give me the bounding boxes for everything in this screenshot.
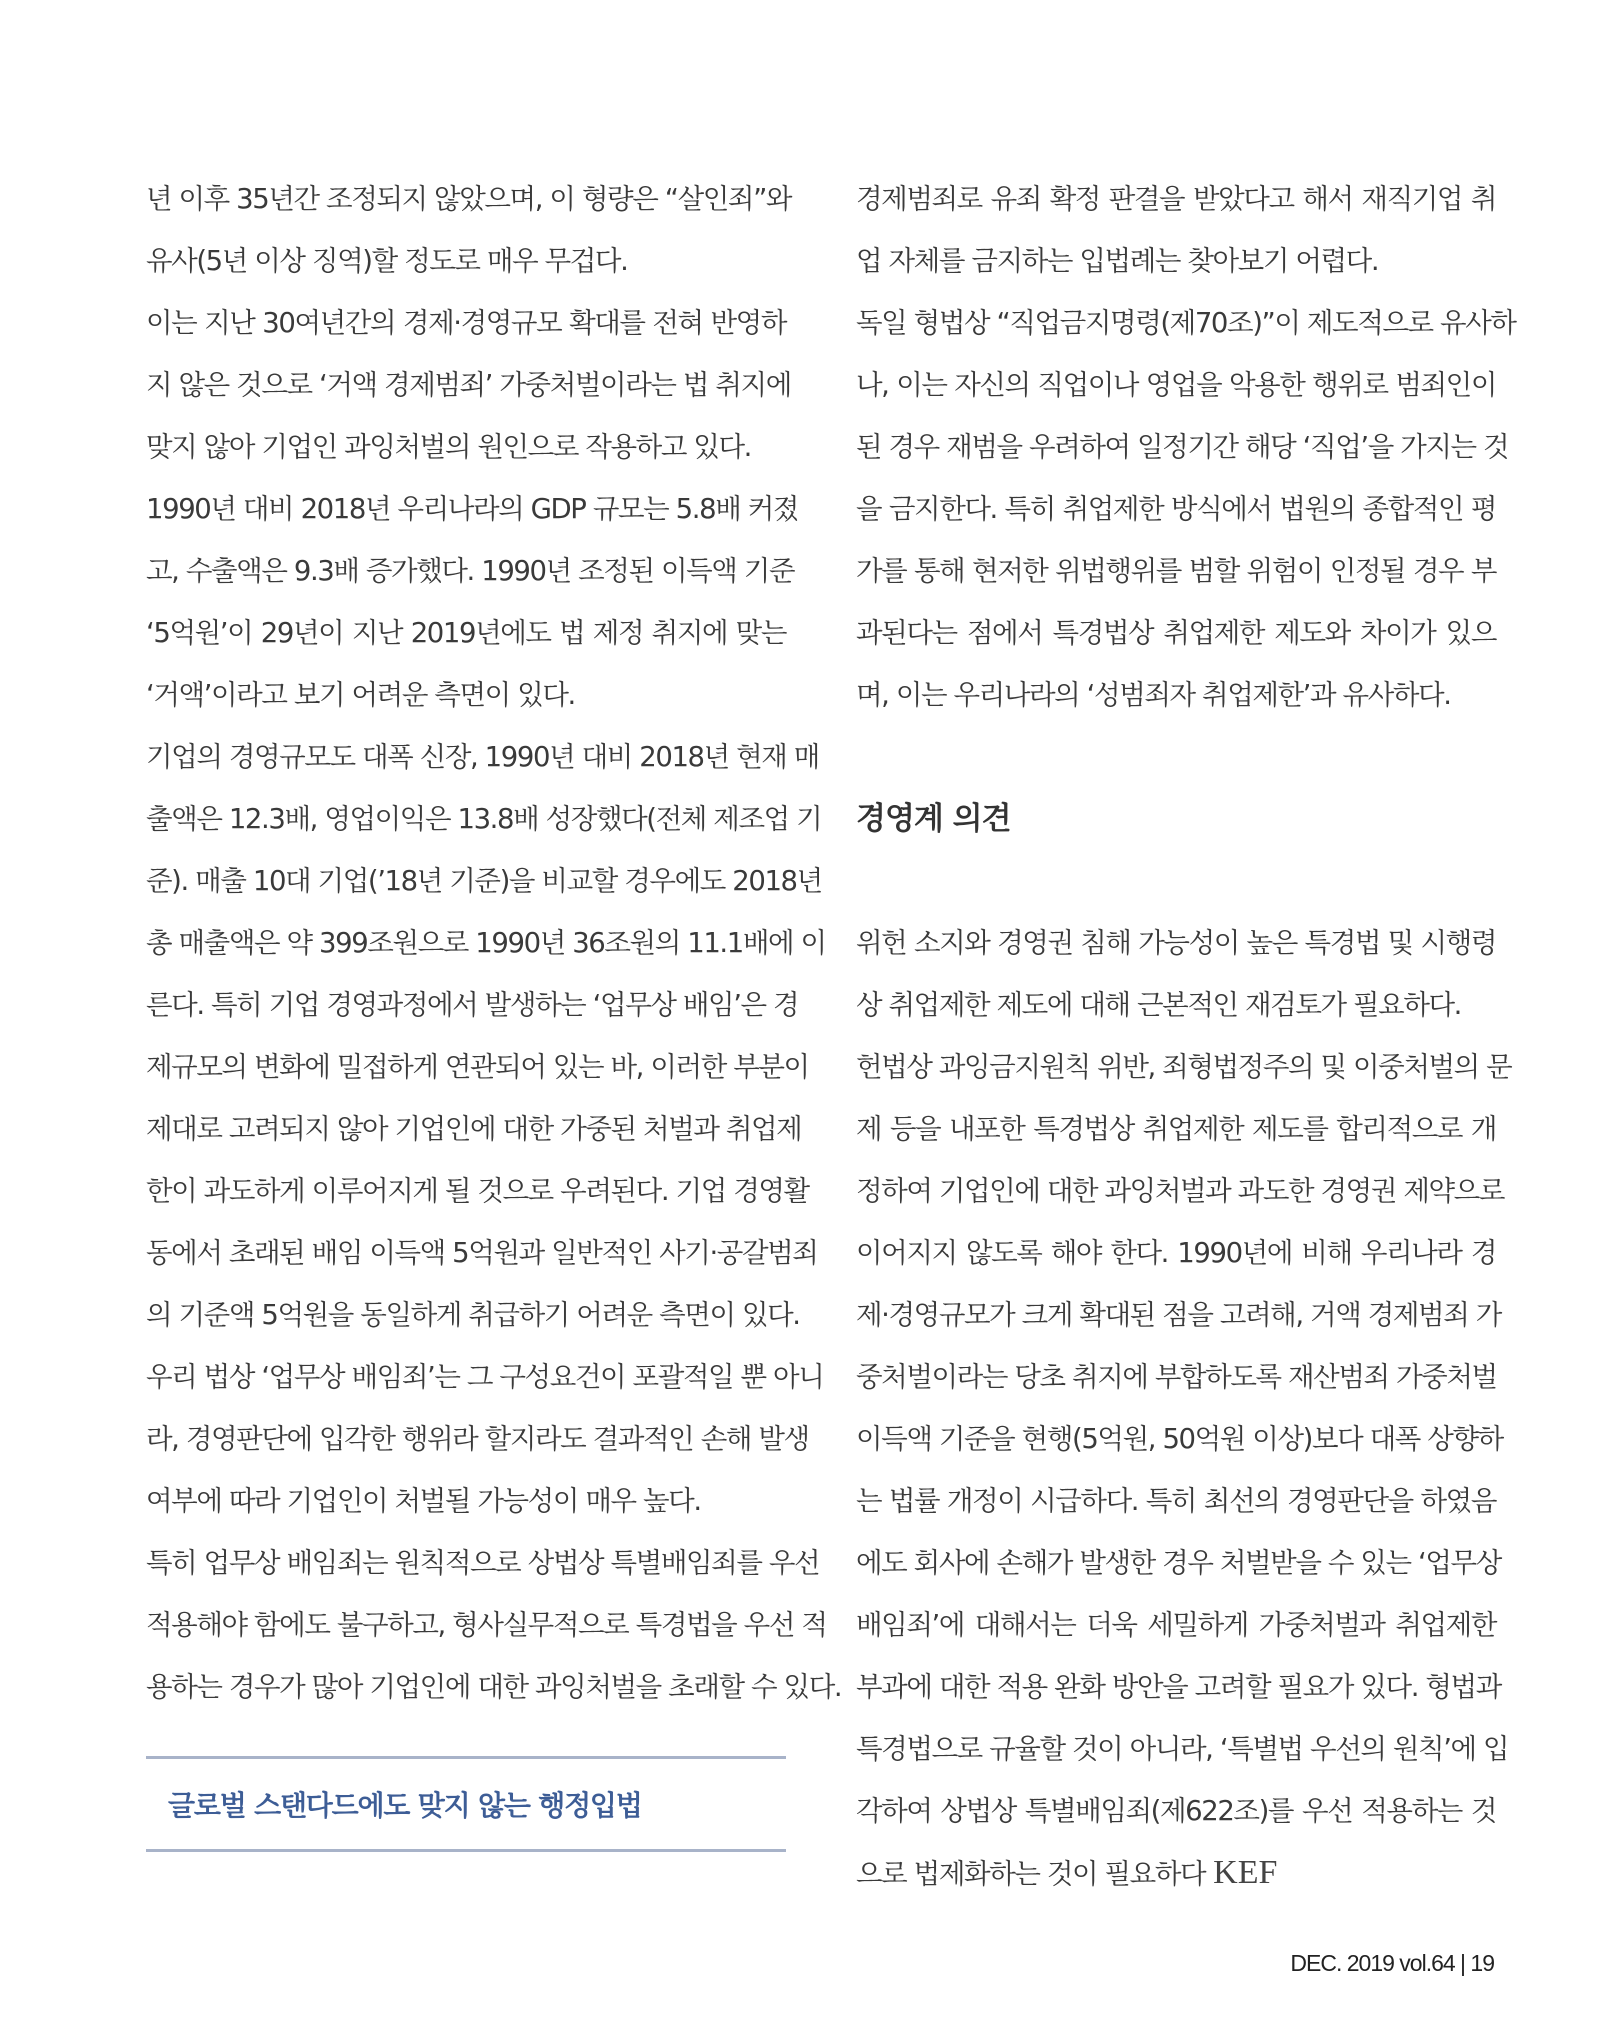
text-line: 이어지지 않도록 해야 한다. 1990년에 비해 우리나라 경 [856, 1237, 1496, 1269]
text-line: 라, 경영판단에 입각한 행위라 할지라도 결과적인 손해 발생 [146, 1423, 809, 1455]
text-line: 한이 과도하게 이루어지게 될 것으로 우려된다. 기업 경영활 [146, 1175, 809, 1207]
left-column [146, 168, 842, 1852]
section-heading: 경영계 의견 [856, 801, 1011, 837]
text-line: 는 법률 개정이 시급하다. 특히 최선의 경영판단을 하였음 [856, 1485, 1496, 1517]
text-line: 정하여 기업인에 대한 과잉처벌과 과도한 경영권 제약으로 [856, 1175, 1505, 1207]
text-line: 적용해야 함에도 불구하고, 형사실무적으로 특경법을 우선 적 [146, 1609, 827, 1641]
paragraph [856, 168, 1496, 292]
paragraph [146, 1346, 824, 1532]
paragraph [146, 478, 799, 726]
text-line: 을 금지한다. 특히 취업제한 방식에서 법원의 종합적인 평 [856, 493, 1496, 525]
text-line: 부과에 대한 적용 완화 방안을 고려할 필요가 있다. 형법과 [856, 1671, 1501, 1703]
text-line: 가를 통해 현저한 위법행위를 범할 위험이 인정될 경우 부 [856, 555, 1496, 587]
text-line: 동에서 초래된 배임 이득액 5억원과 일반적인 사기·공갈범죄 [146, 1237, 818, 1269]
paragraph [146, 168, 792, 292]
text-line-content: 으로 법제화하는 것이 필요하다 [856, 1858, 1206, 1890]
text-line: 1990년 대비 2018년 우리나라의 GDP 규모는 5.8배 커졌 [146, 493, 799, 525]
text-line: 년 이후 35년간 조정되지 않았으며, 이 형량은 “살인죄”와 [146, 183, 792, 215]
paragraph [856, 912, 1496, 1036]
text-line: 며, 이는 우리나라의 ‘성범죄자 취업제한’과 유사하다. [856, 679, 1451, 711]
text-line: 나, 이는 자신의 직업이나 영업을 악용한 행위로 범죄인이 [856, 369, 1496, 401]
text-line: 제·경영규모가 크게 확대된 점을 고려해, 거액 경제범죄 가 [856, 1299, 1501, 1331]
kef-logo: KEF [1213, 1854, 1278, 1891]
text-line: 과된다는 점에서 특경법상 취업제한 제도와 차이가 있으 [856, 617, 1496, 649]
text-line: 이는 지난 30여년간의 경제·경영규모 확대를 전혀 반영하 [146, 307, 786, 339]
text-line: 의 기준액 5억원을 동일하게 취급하기 어려운 측면이 있다. [146, 1299, 800, 1331]
text-line: 출액은 12.3배, 영업이익은 13.8배 성장했다(전체 제조업 기 [146, 803, 822, 835]
text-line: 각하여 상법상 특별배임죄(제622조)를 우선 적용하는 것 [856, 1795, 1496, 1827]
text-line: 우리 법상 ‘업무상 배임죄’는 그 구성요건이 포괄적일 뿐 아니 [146, 1361, 824, 1393]
text-line: 제규모의 변화에 밀접하게 연관되어 있는 바, 이러한 부분이 [146, 1051, 809, 1083]
text-line: 준). 매출 10대 기업(’18년 기준)을 비교할 경우에도 2018년 [146, 865, 822, 897]
paragraph [146, 1532, 842, 1718]
text-line: 총 매출액은 약 399조원으로 1990년 36조원의 11.1배에 이 [146, 927, 826, 959]
callout-title: 글로벌 스탠다드에도 맞지 않는 행정입법 [168, 1789, 642, 1822]
text-line: 배임죄’에 대해서는 더욱 세밀하게 가중처벌과 취업제한 [856, 1609, 1496, 1641]
text-line: 용하는 경우가 많아 기업인에 대한 과잉처벌을 초래할 수 있다. [146, 1671, 842, 1703]
text-line: 에도 회사에 손해가 발생한 경우 처벌받을 수 있는 ‘업무상 [856, 1547, 1501, 1579]
paragraph [146, 292, 791, 478]
section-callout [146, 1756, 786, 1852]
text-line: 업 자체를 금지하는 입법례는 찾아보기 어렵다. [856, 245, 1379, 277]
text-line [856, 1842, 1496, 1904]
text-line: 특경법으로 규율할 것이 아니라, ‘특별법 우선의 원칙’에 입 [856, 1733, 1509, 1765]
spacer [856, 726, 1496, 788]
text-line: ‘거액’이라고 보기 어려운 측면이 있다. [146, 679, 575, 711]
text-line: 지 않은 것으로 ‘거액 경제범죄’ 가중처벌이라는 법 취지에 [146, 369, 791, 401]
text-line: 여부에 따라 기업인이 처벌될 가능성이 매우 높다. [146, 1485, 701, 1517]
text-line: 헌법상 과잉금지원칙 위반, 죄형법정주의 및 이중처벌의 문 [856, 1051, 1512, 1083]
text-line: 제대로 고려되지 않아 기업인에 대한 가중된 처벌과 취업제 [146, 1113, 802, 1145]
text-line: 독일 형법상 “직업금지명령(제70조)”이 제도적으로 유사하 [856, 307, 1516, 339]
text-line: 이득액 기준을 현행(5억원, 50억원 이상)보다 대폭 상향하 [856, 1423, 1503, 1455]
text-line: ‘5억원’이 29년이 지난 2019년에도 법 제정 취지에 맞는 [146, 617, 786, 649]
page-footer: DEC. 2019 vol.64 | 19 [1290, 1950, 1494, 1976]
spacer [856, 850, 1496, 912]
text-line: 유사(5년 이상 징역)할 정도로 매우 무겁다. [146, 245, 628, 277]
text-line: 된 경우 재범을 우려하여 일정기간 해당 ‘직업’을 가지는 것 [856, 431, 1509, 463]
text-line: 상 취업제한 제도에 대해 근본적인 재검토가 필요하다. [856, 989, 1462, 1021]
text-line: 위헌 소지와 경영권 침해 가능성이 높은 특경법 및 시행령 [856, 927, 1496, 959]
text-line: 제 등을 내포한 특경법상 취업제한 제도를 합리적으로 개 [856, 1113, 1496, 1145]
paragraph [856, 1036, 1512, 1904]
paragraph [856, 292, 1516, 726]
text-line: 기업의 경영규모도 대폭 신장, 1990년 대비 2018년 현재 매 [146, 741, 819, 773]
text-line: 특히 업무상 배임죄는 원칙적으로 상법상 특별배임죄를 우선 [146, 1547, 820, 1579]
text-line: 중처벌이라는 당초 취지에 부합하도록 재산범죄 가중처벌 [856, 1361, 1497, 1393]
right-column [856, 168, 1516, 1904]
text-line: 맞지 않아 기업인 과잉처벌의 원인으로 작용하고 있다. [146, 431, 752, 463]
text-line: 경제범죄로 유죄 확정 판결을 받았다고 해서 재직기업 취 [856, 183, 1496, 215]
paragraph [146, 726, 826, 1346]
text-line: 른다. 특히 기업 경영과정에서 발생하는 ‘업무상 배임’은 경 [146, 989, 799, 1021]
text-line: 고, 수출액은 9.3배 증가했다. 1990년 조정된 이득액 기준 [146, 555, 795, 587]
